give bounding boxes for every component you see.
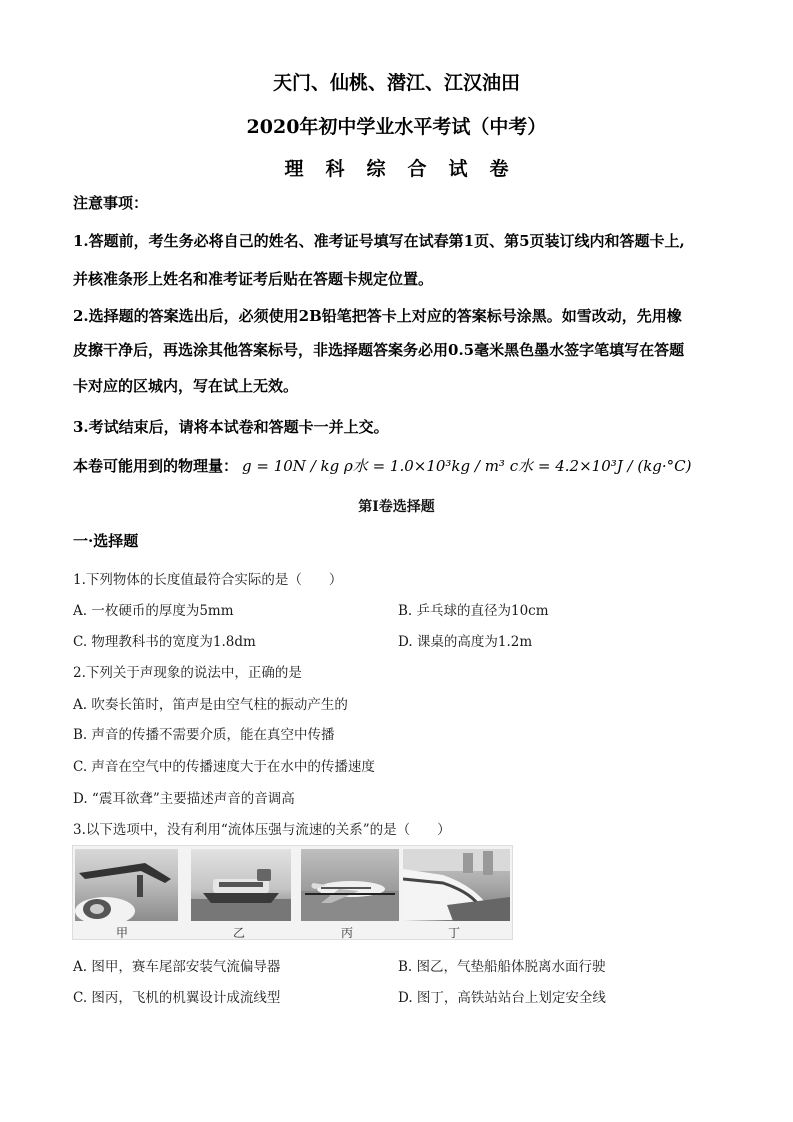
- part-1-title: 第Ⅰ卷选择题: [358, 499, 435, 515]
- question-1-stem: 1.下列物体的长度值最符合实际的是（ ）: [73, 572, 343, 588]
- figure-caption-c: 丙: [341, 926, 354, 940]
- race-car-spoiler-photo: [75, 849, 178, 921]
- high-speed-train-photo: [403, 849, 510, 921]
- question-1-option-c: C. 物理教科书的宽度为1.8dm: [73, 634, 256, 650]
- question-2-option-a: A. 吹奏长笛时，笛声是由空气柱的振动产生的: [73, 697, 348, 713]
- notes-heading: 注意事项：: [73, 194, 149, 212]
- question-3-option-a: A. 图甲，赛车尾部安装气流偏导器: [73, 959, 281, 975]
- question-3-stem: 3.以下选项中，没有利用“流体压强与流速的关系”的是（ ）: [73, 822, 451, 838]
- section-multiple-choice: 一·选择题: [73, 532, 139, 550]
- note-1-line-2: 并核准条形上姓名和准考证考后贴在答题卡规定位置。: [73, 270, 434, 288]
- note-2-line-2: 皮擦干净后，再选涂其他答案标号，非选择题答案务必用0.5毫米黑色墨水签字笔填写在答题: [73, 341, 685, 359]
- figure-caption-b: 乙: [233, 926, 246, 940]
- question-1-option-d: D. 课桌的高度为1.2m: [398, 634, 533, 650]
- question-3-option-c: C. 图丙，飞机的机翼设计成流线型: [73, 990, 281, 1006]
- note-1-line-1: 1.答题前，考生务必将自己的姓名、准考证号填写在试春第1页、第5页装订线内和答题卡上,: [73, 232, 685, 250]
- question-3-option-b: B. 图乙，气垫船船体脱离水面行驶: [398, 959, 606, 975]
- figure-caption-a: 甲: [116, 926, 129, 940]
- exam-region-title: 天门、仙桃、潜江、江汉油田: [272, 72, 520, 94]
- note-2-line-3: 卡对应的区城内，写在试上无效。: [73, 377, 299, 395]
- exam-year-title: 2020年初中学业水平考试（中考）: [246, 116, 547, 138]
- exam-subject-title: 理科综合试卷: [284, 158, 531, 180]
- question-2-stem: 2.下列关于声现象的说法中，正确的是: [73, 665, 302, 681]
- figure-caption-d: 丁: [448, 926, 461, 940]
- question-1-option-b: B. 乒乓球的直径为10cm: [398, 603, 549, 619]
- question-2-option-d: D. “震耳欲聋”主要描述声音的音调高: [73, 791, 295, 807]
- question-3-figure: [72, 845, 513, 940]
- question-2-option-b: B. 声音的传播不需要介质，能在真空中传播: [73, 727, 335, 743]
- physical-constants: [73, 455, 692, 476]
- constants-label: 本卷可能用到的物理量：: [73, 457, 239, 475]
- airplane-photo: [301, 849, 399, 921]
- question-1-option-a: A. 一枚硬币的厚度为5mm: [73, 603, 234, 619]
- note-3: 3.考试结束后，请将本试卷和答题卡一并上交。: [73, 418, 389, 436]
- note-2-line-1: 2.选择题的答案选出后，必须使用2B铅笔把答卡上对应的答案标号涂黑。如雪改动，先用橡: [73, 307, 682, 325]
- hovercraft-photo: [191, 849, 291, 921]
- constants-formula: g = 10N / kg ρ水 = 1.0×10³kg / m³ c水 = 4.2×10³J / (kg·°C): [242, 457, 692, 475]
- question-2-option-c: C. 声音在空气中的传播速度大于在水中的传播速度: [73, 759, 375, 775]
- question-3-option-d: D. 图丁，高铁站站台上划定安全线: [398, 990, 606, 1006]
